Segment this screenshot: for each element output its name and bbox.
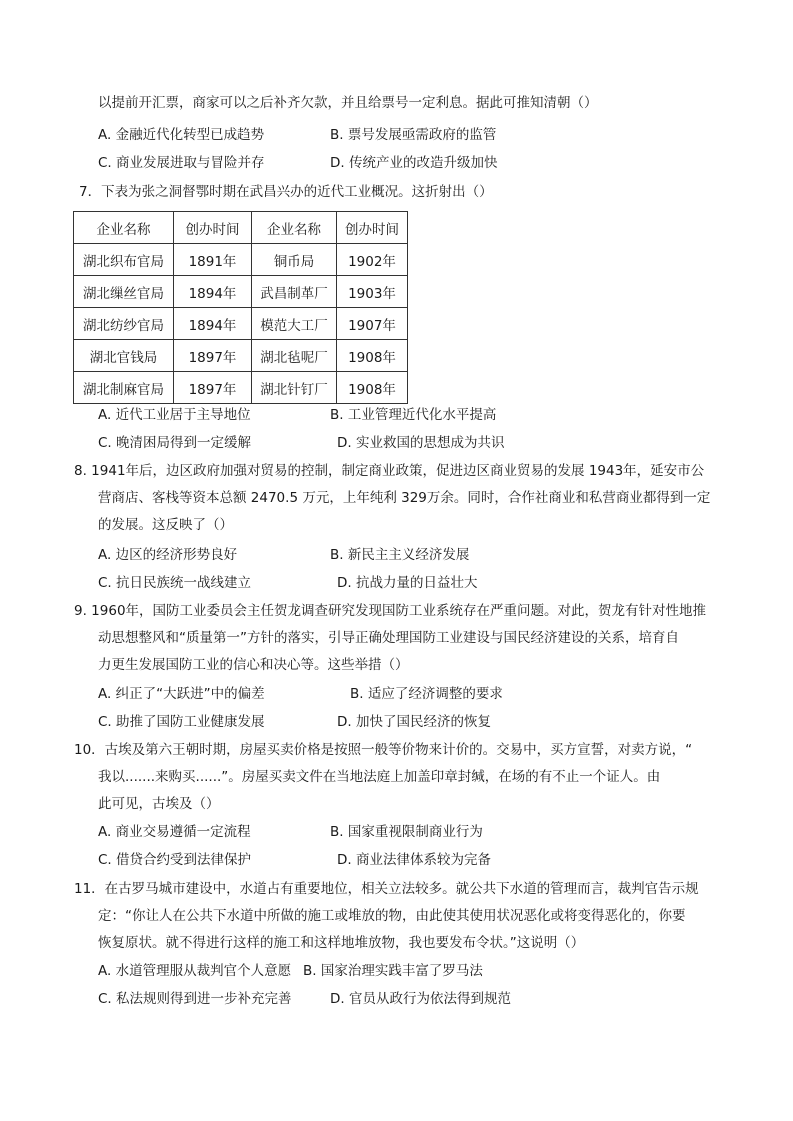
- table-header-row: [74, 212, 408, 244]
- table-cell: 1902年: [337, 244, 408, 276]
- q9-option-d: D. 加快了国民经济的恢复: [337, 714, 491, 730]
- q7-option-c: C. 晚清困局得到一定缓解: [98, 435, 252, 451]
- q7-option-a: A. 近代工业居于主导地位: [98, 407, 251, 423]
- table-header-cell: 创办时间: [174, 212, 252, 244]
- table-cell: 1894年: [174, 308, 252, 340]
- q9-option-b: B. 适应了经济调整的要求: [350, 686, 503, 702]
- table-cell: 1894年: [174, 276, 252, 308]
- table-cell: 武昌制革厂: [252, 276, 337, 308]
- table-cell: 1897年: [174, 340, 252, 372]
- table-cell: 1897年: [174, 372, 252, 404]
- q8-stem-line-1: 8. 1941年后，边区政府加强对贸易的控制，制定商业政策，促进边区商业贸易的发展 1943年，延安市公: [74, 463, 705, 479]
- table-cell: 模范大工厂: [252, 308, 337, 340]
- table-row: [74, 276, 408, 308]
- table-cell: 1907年: [337, 308, 408, 340]
- q10-option-b: B. 国家重视限制商业行为: [330, 824, 483, 840]
- q9-stem-line-2: 动思想整风和“质量第一”方针的落实，引导正确处理国防工业建设与国民经济建设的关系，培育自: [98, 630, 679, 646]
- q10-stem-line-3: 此可见，古埃及（）: [98, 796, 220, 812]
- q9-option-c: C. 助推了国防工业健康发展: [98, 714, 265, 730]
- q8-stem-line-2: 营商店、客栈等资本总额 2470.5 万元，上年纯利 329万余。同时，合作社商业和私营商业都得到一定: [98, 490, 711, 506]
- table-row: [74, 308, 408, 340]
- q11-option-b: B. 国家治理实践丰富了罗马法: [303, 963, 483, 979]
- table-cell: 1903年: [337, 276, 408, 308]
- table-cell: 湖北缫丝官局: [74, 276, 174, 308]
- table-header-cell: 企业名称: [252, 212, 337, 244]
- q7-stem: 7．下表为张之洞督鄂时期在武昌兴办的近代工业概况。这折射出（）: [79, 184, 493, 200]
- q9-stem-line-1: 9. 1960年，国防工业委员会主任贺龙调查研究发现国防工业系统存在严重问题。对此，贺龙有针对性地推: [74, 603, 707, 619]
- table-cell: 湖北制麻官局: [74, 372, 174, 404]
- q10-option-c: C. 借贷合约受到法律保护: [98, 852, 252, 868]
- q11-option-a: A. 水道管理服从裁判官个人意愿: [98, 963, 292, 979]
- q10-option-a: A. 商业交易遵循一定流程: [98, 824, 251, 840]
- q6-option-a: A. 金融近代化转型已成趋势: [98, 127, 265, 143]
- q7-option-b: B. 工业管理近代化水平提高: [330, 407, 497, 423]
- q6-option-b: B. 票号发展亟需政府的监管: [330, 127, 497, 143]
- q10-option-d: D. 商业法律体系较为完备: [337, 852, 491, 868]
- q8-option-a: A. 边区的经济形势良好: [98, 547, 238, 563]
- table-cell: 湖北织布官局: [74, 244, 174, 276]
- q8-option-d: D. 抗战力量的日益壮大: [337, 575, 478, 591]
- q11-option-d: D. 官员从政行为依法得到规范: [330, 991, 511, 1007]
- q11-stem-line-3: 恢复原状。就不得进行这样的施工和这样地堆放物，我也要发布令状。”这说明（）: [98, 935, 585, 951]
- q11-option-c: C. 私法规则得到进一步补充完善: [98, 991, 292, 1007]
- table-row: [74, 372, 408, 404]
- q8-stem-line-3: 的发展。这反映了（）: [98, 517, 233, 533]
- table-cell: 1908年: [337, 340, 408, 372]
- table-cell: 湖北毡呢厂: [252, 340, 337, 372]
- q8-option-c: C. 抗日民族统一战线建立: [98, 575, 252, 591]
- q7-table: [73, 211, 408, 404]
- table-cell: 湖北针钉厂: [252, 372, 337, 404]
- q11-stem-line-2: 定：“你让人在公共下水道中所做的施工或堆放的物，由此使其使用状况恶化或将变得恶化的，你要: [98, 908, 686, 924]
- table-cell: 湖北纺纱官局: [74, 308, 174, 340]
- table-header-cell: 创办时间: [337, 212, 408, 244]
- table-cell: 1908年: [337, 372, 408, 404]
- table-cell: 1891年: [174, 244, 252, 276]
- q10-stem-line-1: 10．古埃及第六王朝时期，房屋买卖价格是按照一般等价物来计价的。交易中，买方宣誓，对卖方说，“: [74, 742, 693, 758]
- table-cell: 铜币局: [252, 244, 337, 276]
- q11-stem-line-1: 11．在古罗马城市建设中，水道占有重要地位，相关立法较多。就公共下水道的管理而言，裁判官告示规: [74, 881, 699, 897]
- q7-option-d: D. 实业救国的思想成为共识: [337, 435, 505, 451]
- table-row: [74, 244, 408, 276]
- q6-option-d: D. 传统产业的改造升级加快: [330, 155, 498, 171]
- q6-option-c: C. 商业发展进取与冒险并存: [98, 155, 265, 171]
- table-cell: 湖北官钱局: [74, 340, 174, 372]
- table-header-cell: 企业名称: [74, 212, 174, 244]
- q9-option-a: A. 纠正了“大跃进”中的偏差: [98, 686, 265, 702]
- table-row: [74, 340, 408, 372]
- q6-stem-continuation: 以提前开汇票，商家可以之后补齐欠款，并且给票号一定利息。据此可推知清朝（）: [98, 95, 598, 111]
- q10-stem-line-2: 我以.......来购买......”。房屋买卖文件在当地法庭上加盖印章封缄，在场的有不止一个证人。由: [98, 769, 661, 785]
- q8-option-b: B. 新民主主义经济发展: [330, 547, 470, 563]
- q9-stem-line-3: 力更生发展国防工业的信心和决心等。这些举措（）: [98, 657, 409, 673]
